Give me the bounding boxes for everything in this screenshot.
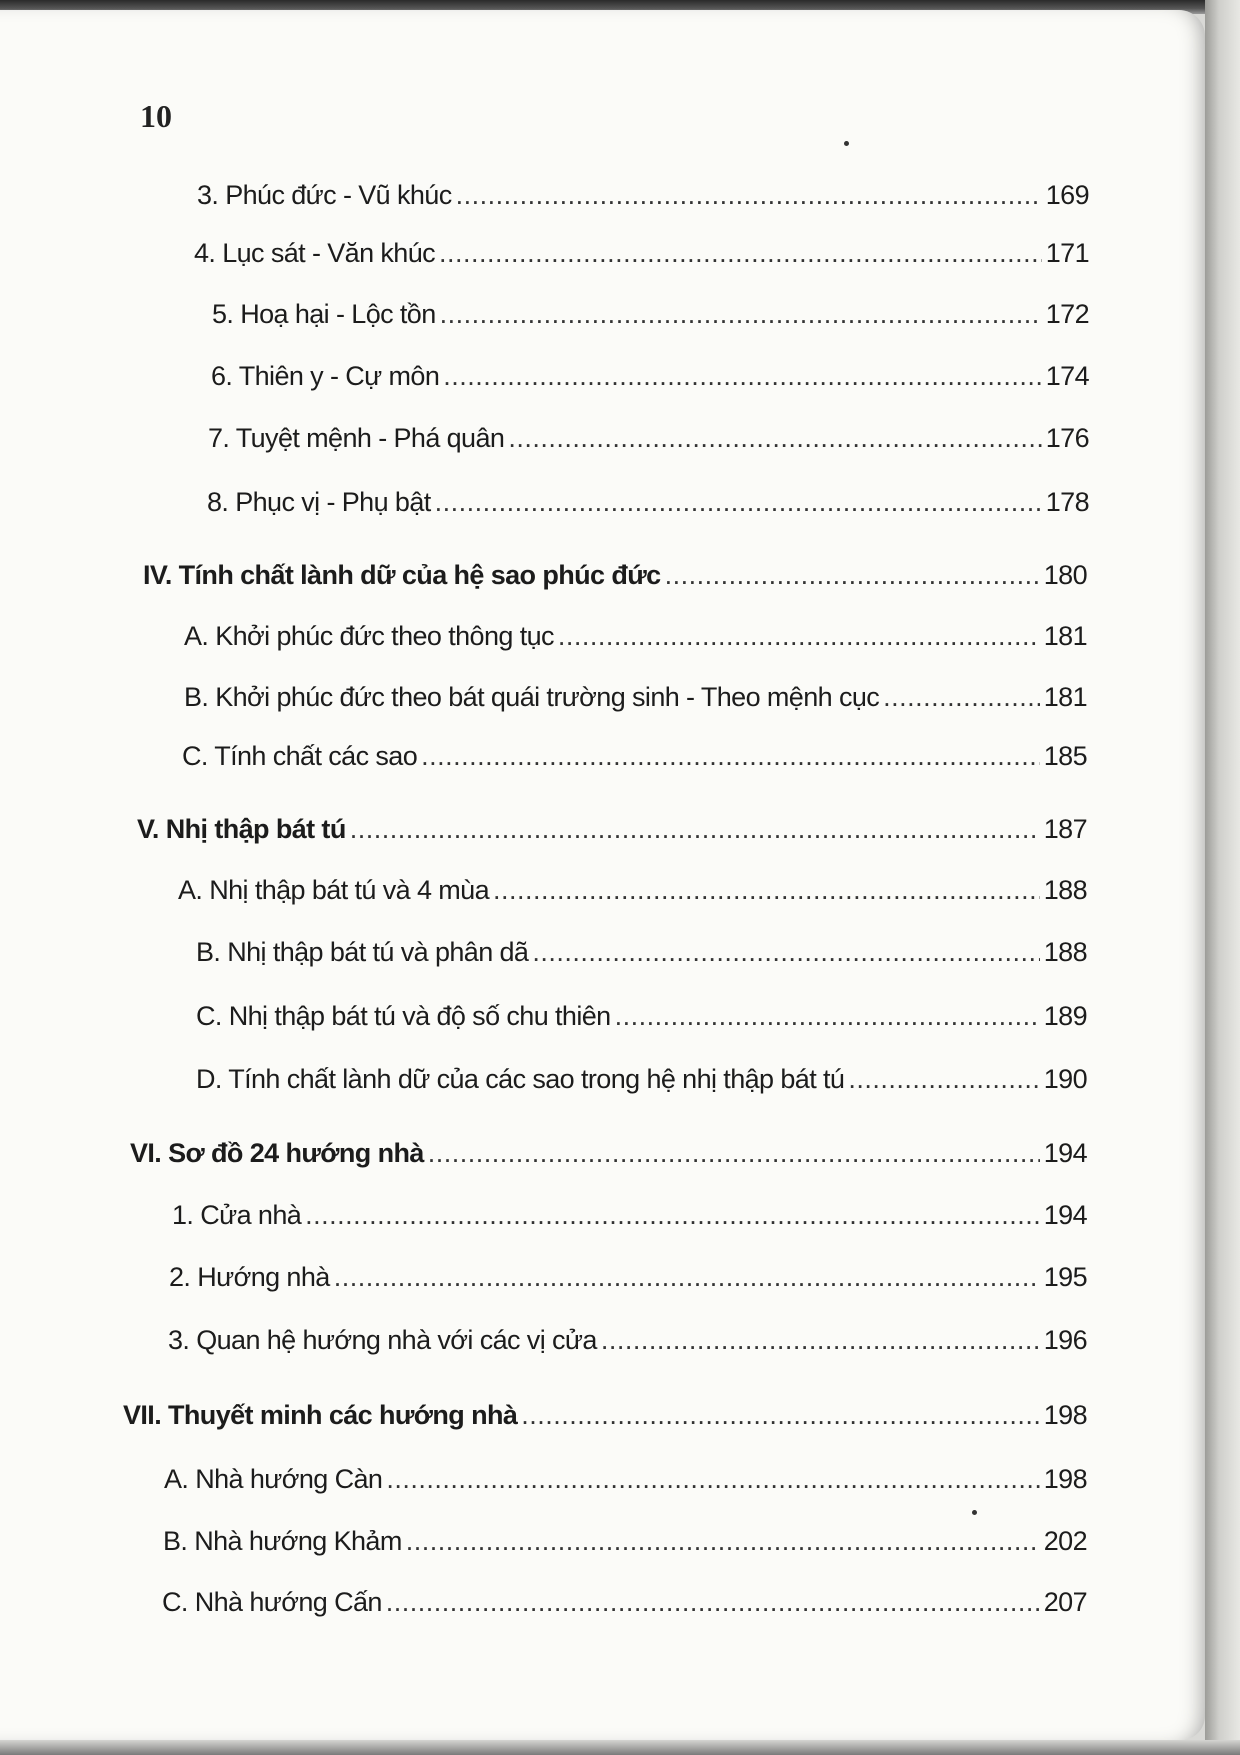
dot-leader bbox=[406, 1526, 1040, 1557]
toc-entry bbox=[168, 1325, 1087, 1365]
toc-section-heading bbox=[143, 560, 1087, 600]
toc-entry-page: 194 bbox=[1043, 1138, 1087, 1168]
toc-entry bbox=[184, 682, 1087, 722]
toc-entry-page: 202 bbox=[1043, 1526, 1087, 1556]
print-speck bbox=[972, 1510, 977, 1515]
toc-entry bbox=[164, 1464, 1087, 1504]
toc-entry-page: 187 bbox=[1043, 814, 1087, 844]
dot-leader bbox=[350, 814, 1040, 845]
dot-leader bbox=[532, 937, 1039, 968]
dot-leader bbox=[443, 361, 1041, 392]
dot-leader bbox=[439, 238, 1042, 269]
dot-leader bbox=[508, 423, 1041, 454]
dot-leader bbox=[421, 741, 1040, 772]
toc-entry bbox=[163, 1526, 1087, 1566]
toc-entry-page: 174 bbox=[1045, 361, 1089, 391]
toc-entry-page: 169 bbox=[1045, 180, 1089, 210]
toc-entry-title: B. Nhị thập bát tú và phân dã bbox=[196, 937, 529, 967]
dot-leader bbox=[435, 487, 1042, 518]
dot-leader bbox=[493, 875, 1040, 906]
toc-entry-title: 4. Lục sát - Văn khúc bbox=[194, 238, 436, 268]
toc-entry-title: A. Nhị thập bát tú và 4 mùa bbox=[178, 875, 489, 905]
toc-entry-page: 194 bbox=[1043, 1200, 1087, 1230]
toc-entry-title: 8. Phục vị - Phụ bật bbox=[207, 487, 431, 517]
toc-entry-page: 178 bbox=[1045, 487, 1089, 517]
toc-entry-page: 207 bbox=[1043, 1587, 1087, 1617]
toc-entry bbox=[196, 937, 1087, 977]
toc-entry-title: VI. Sơ đồ 24 hướng nhà bbox=[130, 1138, 424, 1168]
dot-leader bbox=[386, 1464, 1039, 1495]
toc-entry-title: VII. Thuyết minh các hướng nhà bbox=[123, 1400, 518, 1430]
toc-entry-title: 3. Phúc đức - Vũ khúc bbox=[197, 180, 452, 210]
dot-leader bbox=[386, 1587, 1040, 1618]
toc-entry-page: 181 bbox=[1043, 682, 1087, 712]
toc-entry bbox=[194, 238, 1089, 278]
toc-entry-title: D. Tính chất lành dữ của các sao trong hệ nhị thập bát tú bbox=[196, 1064, 845, 1094]
toc-entry-title: IV. Tính chất lành dữ của hệ sao phúc đức bbox=[143, 560, 661, 590]
toc-entry-title: 5. Hoạ hại - Lộc tồn bbox=[212, 299, 436, 329]
toc-entry-page: 195 bbox=[1043, 1262, 1087, 1292]
toc-entry bbox=[182, 741, 1087, 781]
dot-leader bbox=[334, 1262, 1040, 1293]
print-speck bbox=[844, 141, 849, 146]
toc-entry-title: 1. Cửa nhà bbox=[172, 1200, 302, 1230]
toc-entry-page: 198 bbox=[1043, 1400, 1087, 1430]
dot-leader bbox=[601, 1325, 1040, 1356]
toc-entry-page: 180 bbox=[1043, 560, 1087, 590]
toc-entry-title: A. Khởi phúc đức theo thông tục bbox=[184, 621, 554, 651]
toc-entry bbox=[208, 423, 1089, 463]
toc-entry-page: 181 bbox=[1043, 621, 1087, 651]
toc-entry-title: 2. Hướng nhà bbox=[169, 1262, 330, 1292]
toc-entry-page: 196 bbox=[1043, 1325, 1087, 1355]
dot-leader bbox=[305, 1200, 1040, 1231]
toc-entry bbox=[212, 299, 1089, 339]
toc-section-heading bbox=[130, 1138, 1087, 1178]
toc-entry-page: 176 bbox=[1045, 423, 1089, 453]
toc-entry-page: 190 bbox=[1043, 1064, 1087, 1094]
dot-leader bbox=[848, 1064, 1039, 1095]
toc-entry-page: 185 bbox=[1043, 741, 1087, 771]
toc-entry bbox=[196, 1001, 1087, 1041]
page-gutter-shadow bbox=[1205, 0, 1240, 1755]
toc-entry-title: B. Nhà hướng Khảm bbox=[163, 1526, 402, 1556]
toc-entry-title: 3. Quan hệ hướng nhà với các vị cửa bbox=[168, 1325, 597, 1355]
toc-entry-page: 189 bbox=[1043, 1001, 1087, 1031]
toc-entry-page: 172 bbox=[1045, 299, 1089, 329]
dot-leader bbox=[440, 299, 1042, 330]
toc-entry bbox=[172, 1200, 1087, 1240]
toc-entry-title: C. Tính chất các sao bbox=[182, 741, 418, 771]
toc-entry bbox=[169, 1262, 1087, 1302]
toc-entry-title: 7. Tuyệt mệnh - Phá quân bbox=[208, 423, 505, 453]
dot-leader bbox=[428, 1138, 1040, 1169]
toc-entry-title: C. Nhà hướng Cấn bbox=[162, 1587, 382, 1617]
toc-section-heading bbox=[137, 814, 1087, 854]
page-bottom-edge bbox=[0, 1740, 1240, 1755]
toc-entry bbox=[184, 621, 1087, 661]
toc-entry-page: 188 bbox=[1043, 937, 1087, 967]
toc-entry-title: A. Nhà hướng Càn bbox=[164, 1464, 383, 1494]
toc-entry-title: V. Nhị thập bát tú bbox=[137, 814, 346, 844]
toc-entry bbox=[207, 487, 1089, 527]
dot-leader bbox=[521, 1400, 1039, 1431]
toc-entry-title: C. Nhị thập bát tú và độ số chu thiên bbox=[196, 1001, 611, 1031]
page-number: 10 bbox=[140, 98, 172, 134]
dot-leader bbox=[615, 1001, 1040, 1032]
dot-leader bbox=[665, 560, 1040, 591]
toc-entry bbox=[178, 875, 1087, 915]
dot-leader bbox=[558, 621, 1040, 652]
toc-entry bbox=[197, 180, 1089, 220]
toc-entry-page: 171 bbox=[1045, 238, 1089, 268]
toc-section-heading bbox=[123, 1400, 1087, 1440]
toc-entry bbox=[196, 1064, 1087, 1104]
toc-entry-title: 6. Thiên y - Cự môn bbox=[211, 361, 440, 391]
toc-entry-title: B. Khởi phúc đức theo bát quái trường sinh - Theo mệnh cục bbox=[184, 682, 880, 712]
toc-entry-page: 188 bbox=[1043, 875, 1087, 905]
dot-leader bbox=[883, 682, 1040, 713]
toc-entry-page: 198 bbox=[1043, 1464, 1087, 1494]
dot-leader bbox=[456, 180, 1042, 211]
toc-entry bbox=[211, 361, 1089, 401]
toc-entry bbox=[162, 1587, 1087, 1627]
